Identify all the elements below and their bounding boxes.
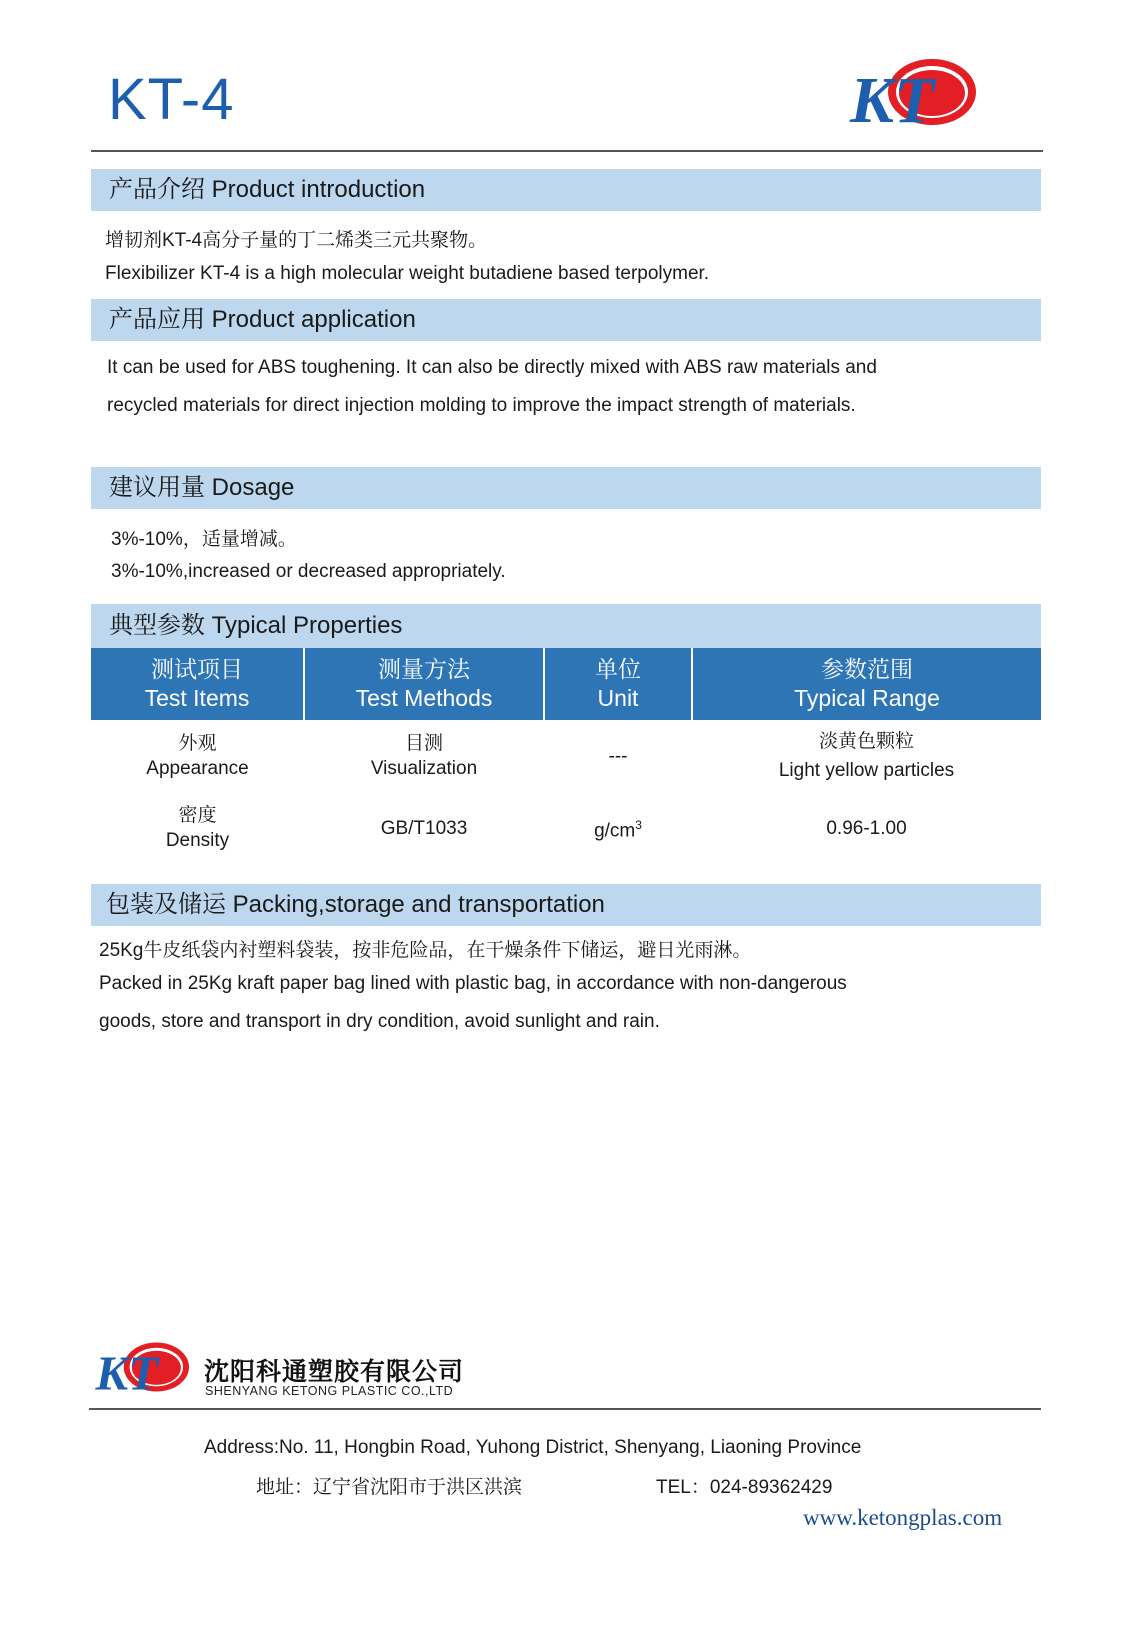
packing-text-cn: 25Kg牛皮纸袋内衬塑料袋装，按非危险品，在干燥条件下储运，避日光雨淋。 [99, 940, 752, 961]
address-en: Address:No. 11, Hongbin Road, Yuhong District, Shenyang, Liaoning Province [204, 1437, 862, 1458]
dosage-text-cn: 3%-10%，适量增减。 [111, 529, 297, 550]
cell-range-appearance: 淡黄色颗粒 Light yellow particles [778, 731, 955, 781]
cell-item-density: 密度 Density [165, 805, 230, 851]
section-heading-introduction: 产品介绍 Product introduction [91, 169, 1041, 211]
cell-unit-appearance: --- [608, 745, 628, 767]
dosage-text-en: 3%-10%,increased or decreased appropriately. [111, 561, 506, 582]
table-row [91, 720, 1041, 792]
document-title: KT-4 [108, 67, 235, 132]
application-text-line1: It can be used for ABS toughening. It can also be directly mixed with ABS raw materials and [107, 357, 877, 378]
cell-unit-density: $g/cm^3$ [594, 817, 642, 842]
application-text-line2: recycled materials for direct injection molding to improve the impact strength of materials. [107, 395, 856, 416]
table-header-row [91, 648, 1041, 720]
intro-text-en: Flexibilizer KT-4 is a high molecular weight butadiene based terpolymer. [105, 263, 710, 284]
website-url: www.ketongplas.com [803, 1505, 1003, 1530]
section-heading-packing: 包装及储运 Packing,storage and transportation [91, 884, 1041, 926]
packing-text-en-line1: Packed in 25Kg kraft paper bag lined with plastic bag, in accordance with non-dangerous [99, 973, 847, 994]
address-cn: 地址：辽宁省沈阳市于洪区洪滨 [256, 1477, 523, 1498]
cell-method-visualization: 目测 Visualization [370, 733, 478, 779]
intro-text-cn: 增韧剂KT-4高分子量的丁二烯类三元共聚物。 [105, 230, 488, 251]
properties-table [91, 648, 1041, 864]
cell-range-density: 0.96-1.00 [826, 817, 907, 839]
section-heading-properties: 典型参数 Typical Properties [91, 604, 1041, 648]
cell-item-appearance: 外观 Appearance [146, 733, 249, 779]
section-heading-application: 产品应用 Product application [91, 299, 1041, 341]
section-heading-dosage: 建议用量 Dosage [91, 467, 1041, 509]
column-header-unit: 单位 Unit [544, 648, 692, 720]
column-header-test-methods: 测量方法 Test Methods [304, 648, 544, 720]
table-row [91, 792, 1041, 864]
logo-text: KT [850, 64, 935, 136]
ketong-logo [848, 56, 980, 136]
packing-text-en-line2: goods, store and transport in dry condition, avoid sunlight and rain. [99, 1011, 660, 1032]
footer-divider [89, 1408, 1041, 1410]
header-divider [91, 150, 1043, 152]
footer-logo-text: KT [95, 1345, 159, 1400]
telephone: TEL：024-89362429 [656, 1477, 833, 1498]
company-name-en: SHENYANG KETONG PLASTIC CO.,LTD [205, 1384, 454, 1398]
footer-ketong-logo [94, 1340, 192, 1400]
column-header-test-items: 测试项目 Test Items [91, 648, 304, 720]
cell-method-gbt1033: GB/T1033 [380, 817, 468, 839]
column-header-typical-range: 参数范围 Typical Range [692, 648, 1041, 720]
company-name-cn: 沈阳科通塑胶有限公司 [204, 1358, 465, 1386]
